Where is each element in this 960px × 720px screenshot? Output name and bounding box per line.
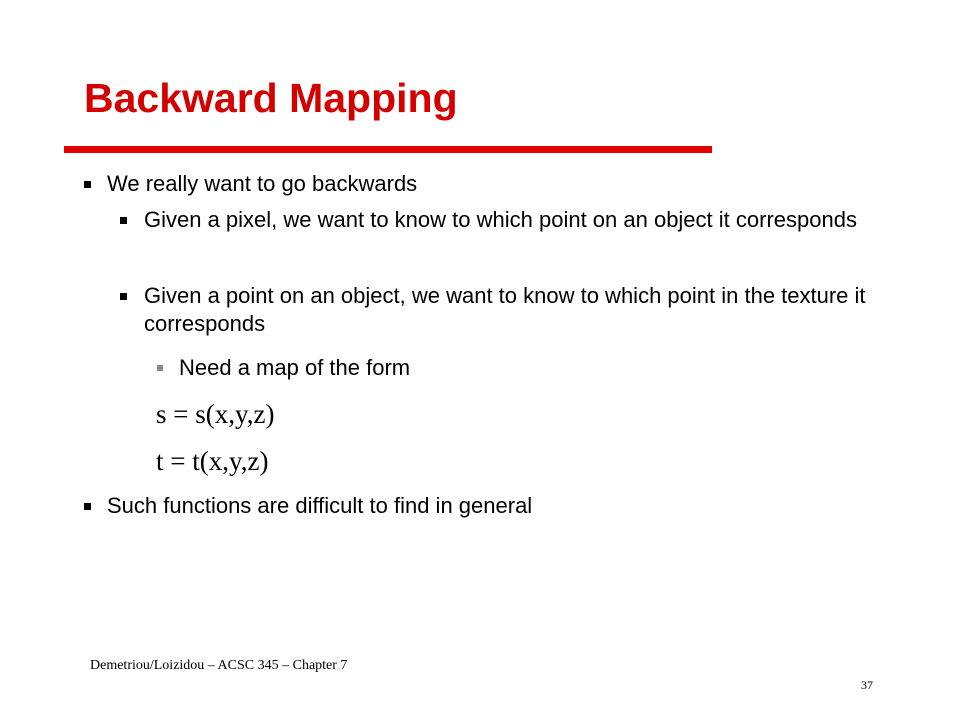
slide-title: Backward Mapping — [84, 75, 458, 121]
bullet-text: We really want to go backwards — [107, 171, 418, 196]
bullet-text: Given a point on an object, we want to know to which point in the texture it corresponds — [144, 283, 866, 336]
bullet-item — [107, 492, 907, 520]
equation-t: t = t(x,y,z) — [156, 446, 269, 476]
square-bullet-icon — [157, 354, 163, 382]
sub-bullet-item — [144, 206, 874, 234]
square-bullet-icon — [84, 492, 91, 520]
bullet-text: Such functions are difficult to find in general — [107, 493, 533, 518]
bullet-text: Given a pixel, we want to know to which point on an object it corresponds — [144, 207, 857, 232]
sub-bullet-item — [144, 282, 874, 338]
slide-footer: Demetriou/Loizidou – ACSC 345 – Chapter 7 — [90, 658, 348, 673]
sub-sub-bullet-item — [179, 354, 879, 382]
equation-s: s = s(x,y,z) — [156, 399, 275, 429]
square-bullet-icon — [120, 282, 127, 310]
bullet-text: Need a map of the form — [179, 355, 411, 380]
title-underline — [64, 146, 712, 153]
bullet-item — [107, 170, 907, 198]
square-bullet-icon — [84, 170, 91, 198]
page-number: 37 — [861, 678, 873, 692]
square-bullet-icon — [120, 206, 127, 234]
